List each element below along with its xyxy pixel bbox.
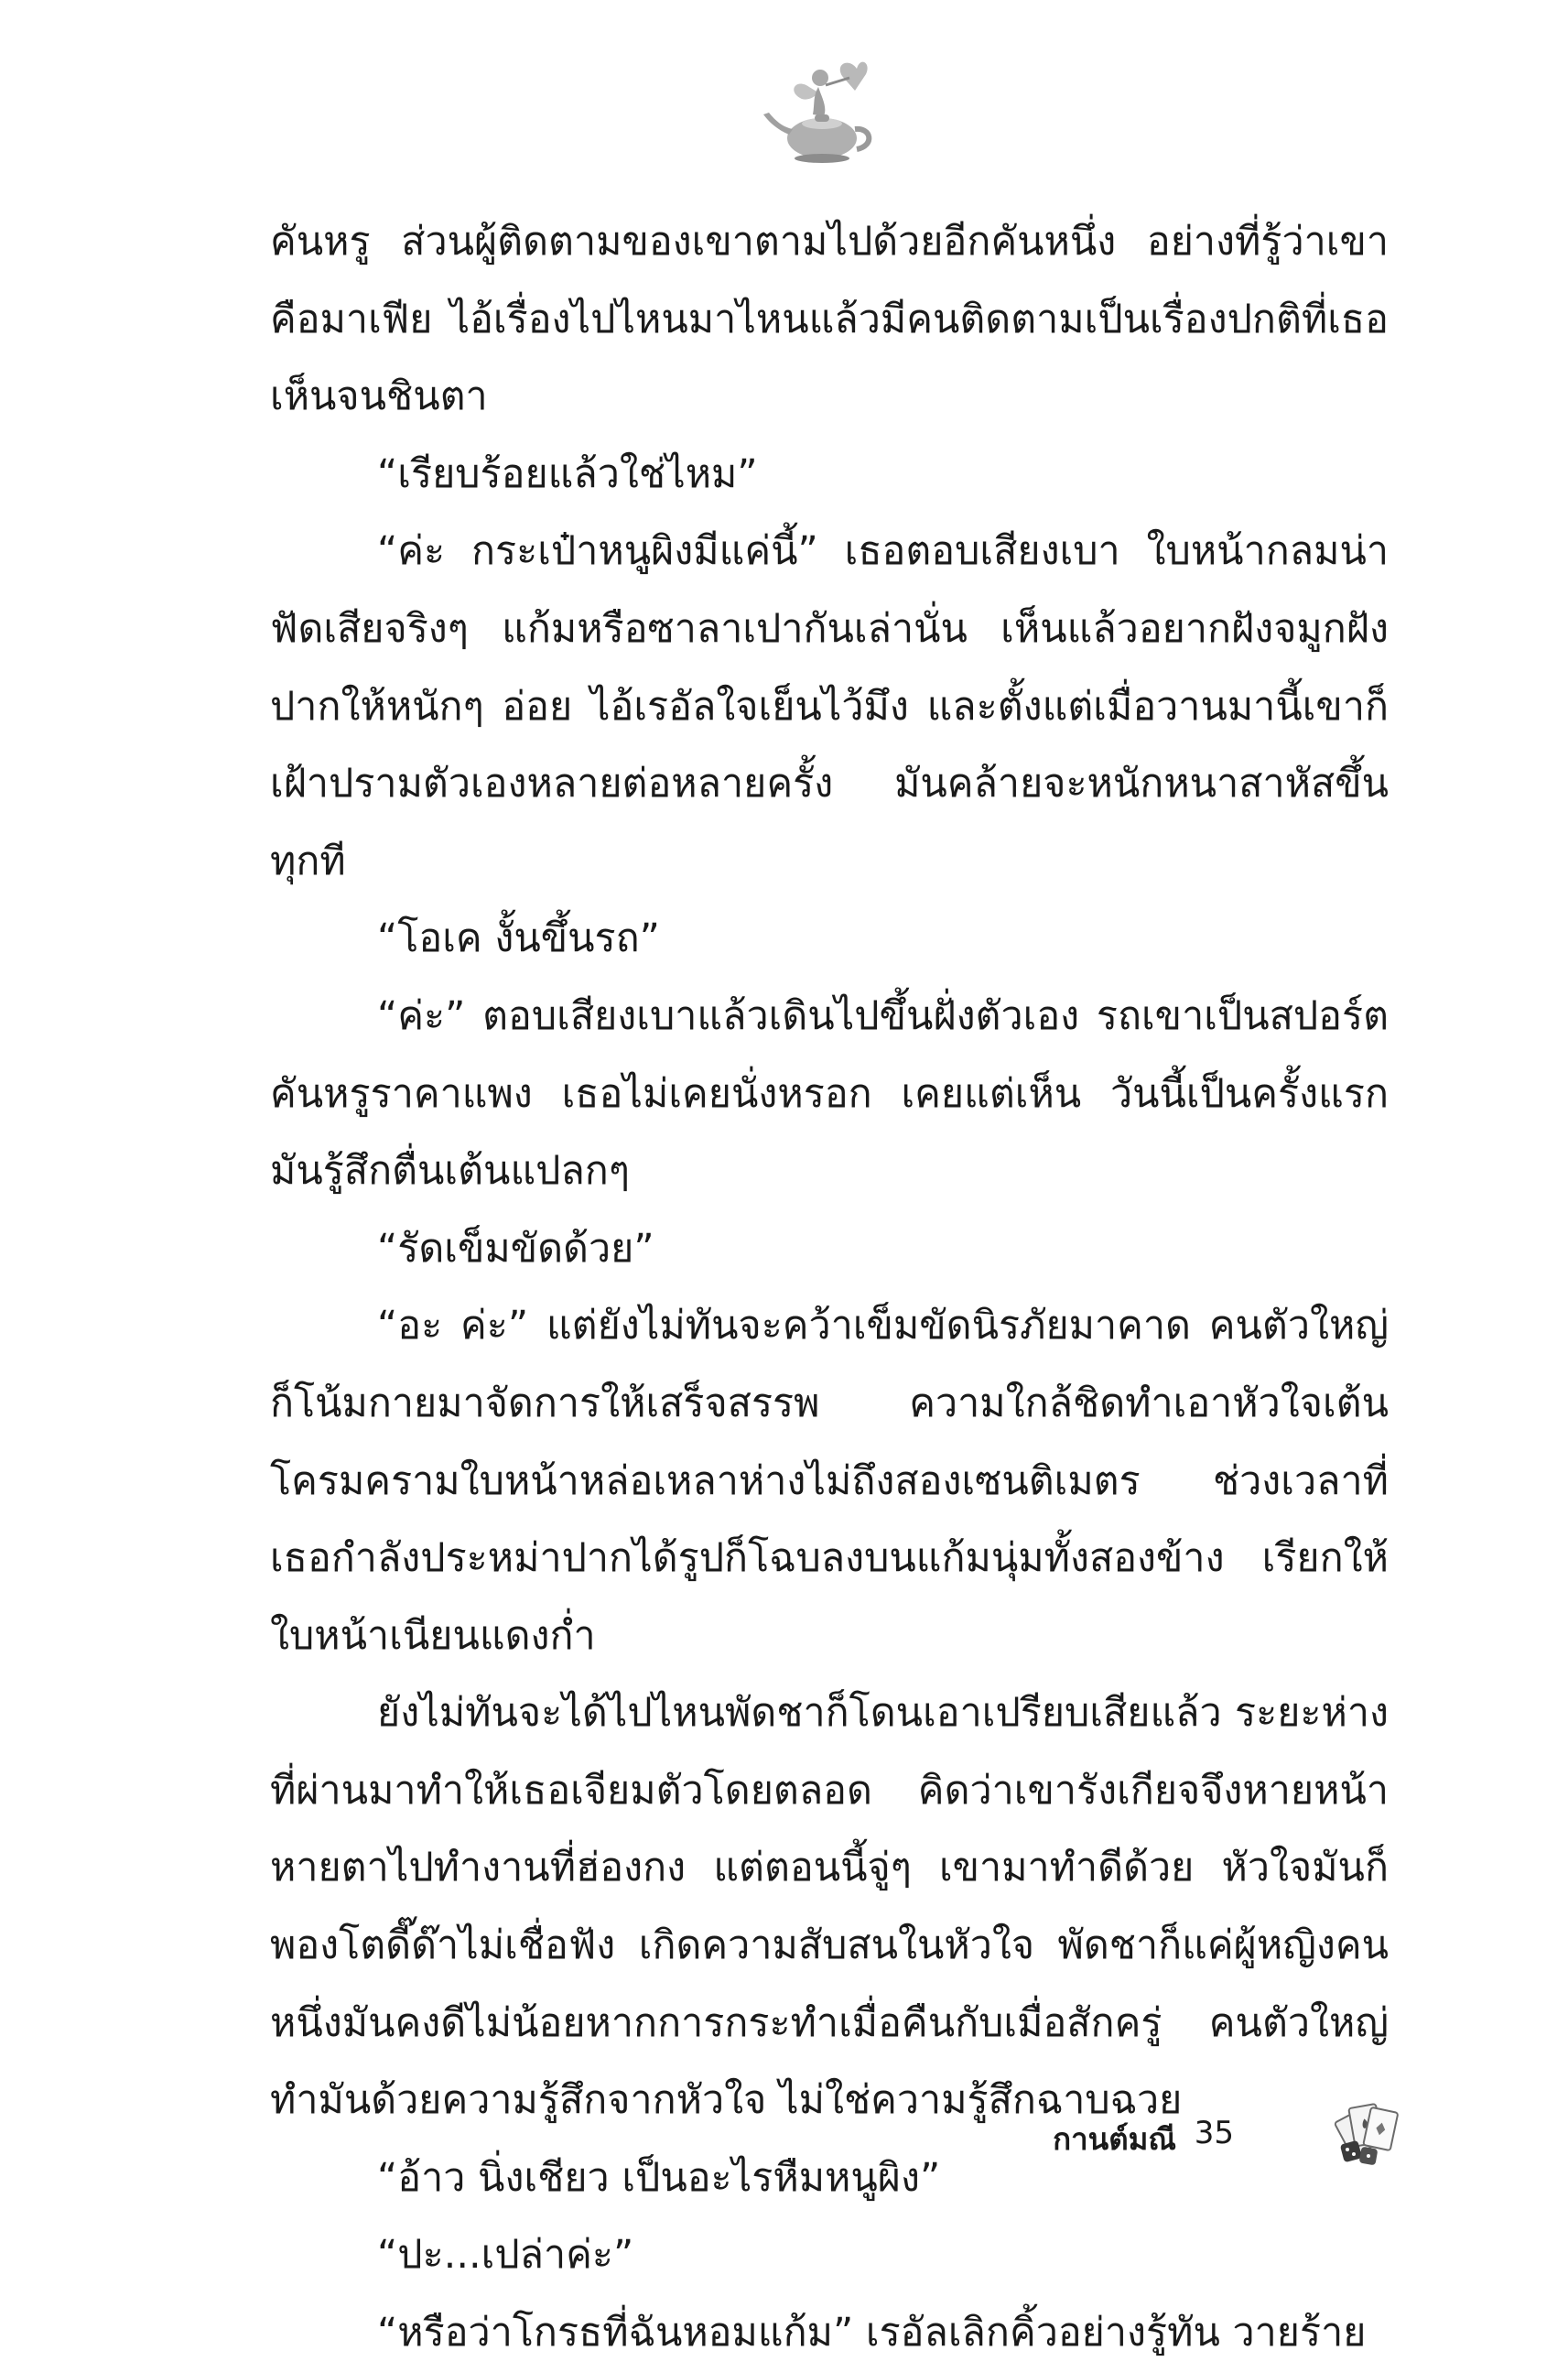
paragraph: “อะ ค่ะ” แต่ยังไม่ทันจะคว้าเข็มขัดนิรภัยมาคาด คนตัวใหญ่ก็โน้มกายมาจัดการให้เสร็จสรรพ ความใกล้ชิดทำเอาหัวใจเต้นโครมครามใบหน้าหล่อเหลาห่างไม่ถึงสองเซนติเมตร ช่วงเวลาที่เธอกำลังประหม่าปากได้รูปก็โฉบลงบนแก้มนุ่มทั้งสองข้าง เรียกให้ใบหน้าเนียนแดงก่ำ bbox=[270, 1303, 1389, 1659]
page-body-text bbox=[270, 203, 1389, 2372]
paragraph: “อ้าว นิ่งเชียว เป็นอะไรหืมหนูผิง” bbox=[377, 2154, 941, 2201]
paragraph: “ค่ะ กระเป๋าหนูผิงมีแค่นี้” เธอตอบเสียงเบา ใบหน้ากลมน่าฟัดเสียจริงๆ แก้มหรือซาลาเปากันเล่านั่น เห็นแล้วอยากฝังจมูกฝังปากให้หนักๆ อ่อย ไอ้เรอัลใจเย็นไว้มึง และตั้งแต่เมื่อวานมานี้เขาก็เฝ้าปรามตัวเองหลายต่อหลายครั้ง มันคล้ายจะหนักหนาสาหัสขึ้นทุกที bbox=[270, 528, 1389, 884]
teapot-cupid-ornament-icon bbox=[754, 50, 892, 169]
paragraph: “เรียบร้อยแล้วใช่ไหม” bbox=[377, 450, 758, 497]
book-title: กานต์มณี bbox=[1053, 2121, 1176, 2157]
paragraph: คันหรู ส่วนผู้ติดตามของเขาตามไปด้วยอีกคันหนึ่ง อย่างที่รู้ว่าเขาคือมาเฟีย ไอ้เรื่องไปไหนมาไหนแล้วมีคนติดตามเป็นเรื่องปกติที่เธอเห็นจนชินตา bbox=[270, 219, 1389, 420]
page-footer bbox=[1053, 2096, 1410, 2179]
paragraph: ยังไม่ทันจะได้ไปไหนพัดชาก็โดนเอาเปรียบเสียแล้ว ระยะห่างที่ผ่านมาทำให้เธอเจียมตัวโดยตลอด คิดว่าเขารังเกียจจึงหายหน้าหายตาไปทำงานที่ฮ่องกง แต่ตอนนี้จู่ๆ เขามาทำดีด้วย หัวใจมันก็พองโตดี๊ด๊าไม่เชื่อฟัง เกิดความสับสนในหัวใจ พัดชาก็แค่ผู้หญิงคนหนึ่งมันคงดีไม่น้อยหากการกระทำเมื่อคืนกับเมื่อสักครู่ คนตัวใหญ่ทำมันด้วยความรู้สึกจากหัวใจ ไม่ใช่ความรู้สึกฉาบฉวย bbox=[270, 1690, 1389, 2124]
playing-cards-dice-icon bbox=[1327, 2096, 1410, 2170]
paragraph: “ค่ะ” ตอบเสียงเบาแล้วเดินไปขึ้นฝั่งตัวเอง รถเขาเป็นสปอร์ตคันหรูราคาแพง เธอไม่เคยนั่งหรอก เคยแต่เห็น วันนี้เป็นครั้งแรก มันรู้สึกตื่นเต้นแปลกๆ bbox=[270, 992, 1389, 1195]
page-number: 35 bbox=[1194, 2115, 1234, 2151]
paragraph: “หรือว่าโกรธที่ฉันหอมแก้ม” เรอัลเลิกคิ้วอย่างรู้ทัน วายร้าย bbox=[377, 2310, 1367, 2356]
paragraph: “รัดเข็มขัดด้วย” bbox=[377, 1225, 654, 1272]
paragraph: “โอเค งั้นขึ้นรถ” bbox=[377, 915, 660, 962]
paragraph: “ปะ...เปล่าค่ะ” bbox=[377, 2232, 634, 2279]
